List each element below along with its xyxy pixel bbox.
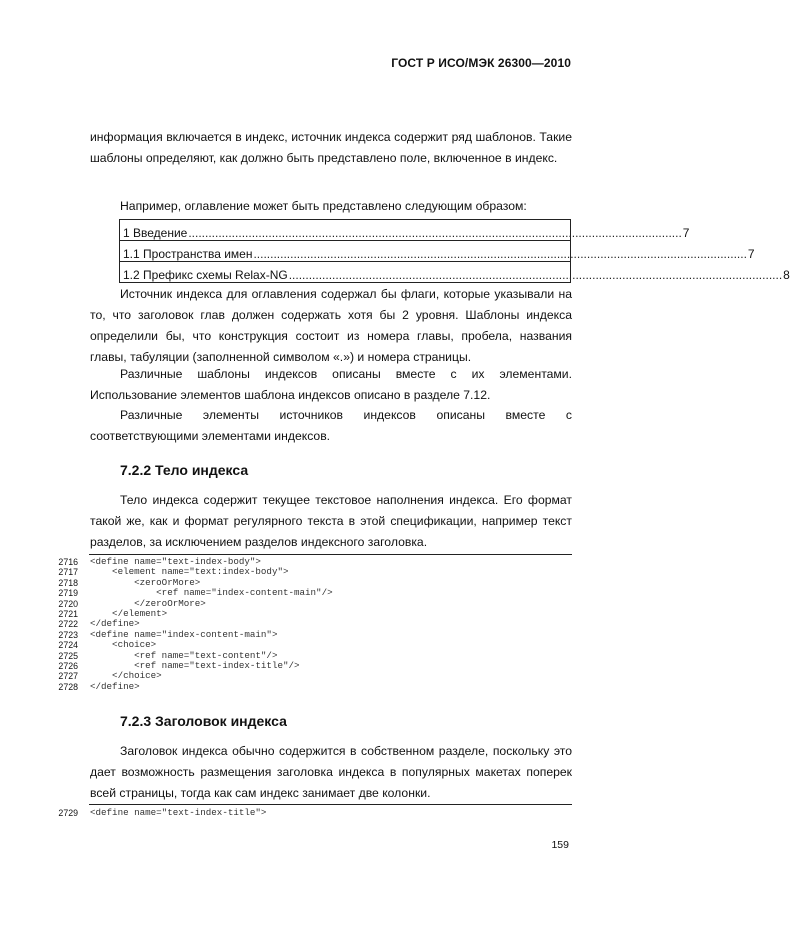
page-number: 159 [551, 839, 569, 851]
code-listing-index-title [50, 808, 572, 818]
line-number: 2721 [58, 608, 78, 619]
code-text: </choice> [90, 670, 162, 682]
line-number: 2719 [58, 588, 78, 599]
toc-entry-title: 1 Введение [123, 226, 188, 240]
toc-leader-dots: .................................................................................................................................................... [288, 268, 783, 282]
code-line [50, 682, 572, 692]
paragraph-text: Различные шаблоны индексов описаны вместе с их элементами. Использование элементов шаблона индексов описано в разделе 7.12. [90, 367, 572, 402]
code-text: </zeroOrMore> [90, 597, 206, 609]
line-number: 2724 [58, 640, 78, 651]
toc-entry-page: 7 [682, 226, 690, 240]
toc-entry-title: 1.2 Префикс схемы Relax-NG [123, 268, 288, 282]
paragraph-index-title [90, 741, 572, 804]
code-line [50, 808, 572, 818]
line-number: 2726 [58, 660, 78, 671]
toc-entry-page: 8 [783, 268, 790, 282]
code-line [50, 588, 572, 598]
paragraph-text: Тело индекса содержит текущее текстовое наполнения индекса. Его формат такой же, как и формат регулярного текста в этой спецификации, например текст разделов, за исключением разделов индексного заголовка. [90, 493, 572, 549]
code-text: <zeroOrMore> [90, 576, 201, 588]
toc-row [120, 262, 790, 282]
paragraph-toc-source [90, 284, 572, 368]
section-title-7-2-3: 7.2.3 Заголовок индекса [120, 713, 287, 729]
code-rule-top [89, 804, 572, 805]
paragraph-templates [90, 364, 572, 406]
toc-entry-title: 1.1 Пространства имен [123, 247, 253, 261]
code-text: <ref name="text-index-title"/> [90, 659, 300, 671]
code-text: <define name="text-index-title"> [90, 807, 267, 818]
paragraph-intro [90, 127, 572, 169]
line-number: 2725 [58, 650, 78, 661]
paragraph-index-body [90, 490, 572, 553]
line-number: 2717 [58, 567, 78, 578]
code-text: <ref name="text-content"/> [90, 649, 278, 661]
toc-example-table [119, 219, 790, 283]
code-text: <ref name="index-content-main"/> [90, 587, 333, 599]
code-text: <choice> [90, 639, 157, 651]
code-line [50, 640, 572, 650]
code-text: <element name="text:index-body"> [90, 566, 289, 578]
toc-row [120, 241, 755, 262]
line-number: 2718 [58, 577, 78, 588]
paragraph-example-lead [90, 196, 572, 217]
line-number: 2722 [58, 619, 78, 630]
line-number: 2729 [58, 808, 78, 818]
paragraph-text: Заголовок индекса обычно содержится в собственном разделе, поскольку это дает возможность размещения заголовка индекса в популярных макетах поперек всей страницы, тогда как сам индекс занимает две колонки. [90, 744, 572, 800]
line-number: 2727 [58, 671, 78, 682]
paragraph-sources [90, 405, 572, 447]
code-text: </define> [90, 618, 140, 630]
code-text: <define name="text-index-body"> [90, 556, 261, 567]
line-number: 2716 [58, 557, 78, 567]
code-text: <define name="index-content-main"> [90, 628, 278, 640]
paragraph-text: Например, оглавление может быть представлено следующим образом: [120, 199, 527, 213]
code-text: </define> [90, 680, 140, 692]
paragraph-text: информация включается в индекс, источник индекса содержит ряд шаблонов. Такие шаблоны определяют, как должно быть представлено поле, включенное в индекс. [90, 130, 572, 165]
code-listing-index-body [50, 557, 572, 692]
line-number: 2723 [58, 629, 78, 640]
code-rule-top [89, 554, 572, 555]
paragraph-text: Источник индекса для оглавления содержал бы флаги, которые указывали на то, что заголовок глав должен содержать хотя бы 2 уровня. Шаблоны индекса определили бы, что конструкция состоит из номера главы, пробела, названия главы, табуляции (заполненной символом «.») и номера страницы. [90, 287, 572, 364]
code-text: </element> [90, 607, 168, 619]
line-number: 2728 [58, 681, 78, 692]
paragraph-text: Различные элементы источников индексов описаны вместе с соответствующими элементами индексов. [90, 408, 572, 443]
toc-entry-page: 7 [747, 247, 755, 261]
line-number: 2720 [58, 598, 78, 609]
toc-row [120, 220, 690, 241]
section-title-7-2-2: 7.2.2 Тело индекса [120, 462, 249, 478]
standard-header: ГОСТ Р ИСО/МЭК 26300—2010 [391, 56, 571, 70]
toc-leader-dots: .................................................................................................................................................... [253, 247, 747, 261]
toc-leader-dots: .................................................................................................................................................... [188, 226, 682, 240]
